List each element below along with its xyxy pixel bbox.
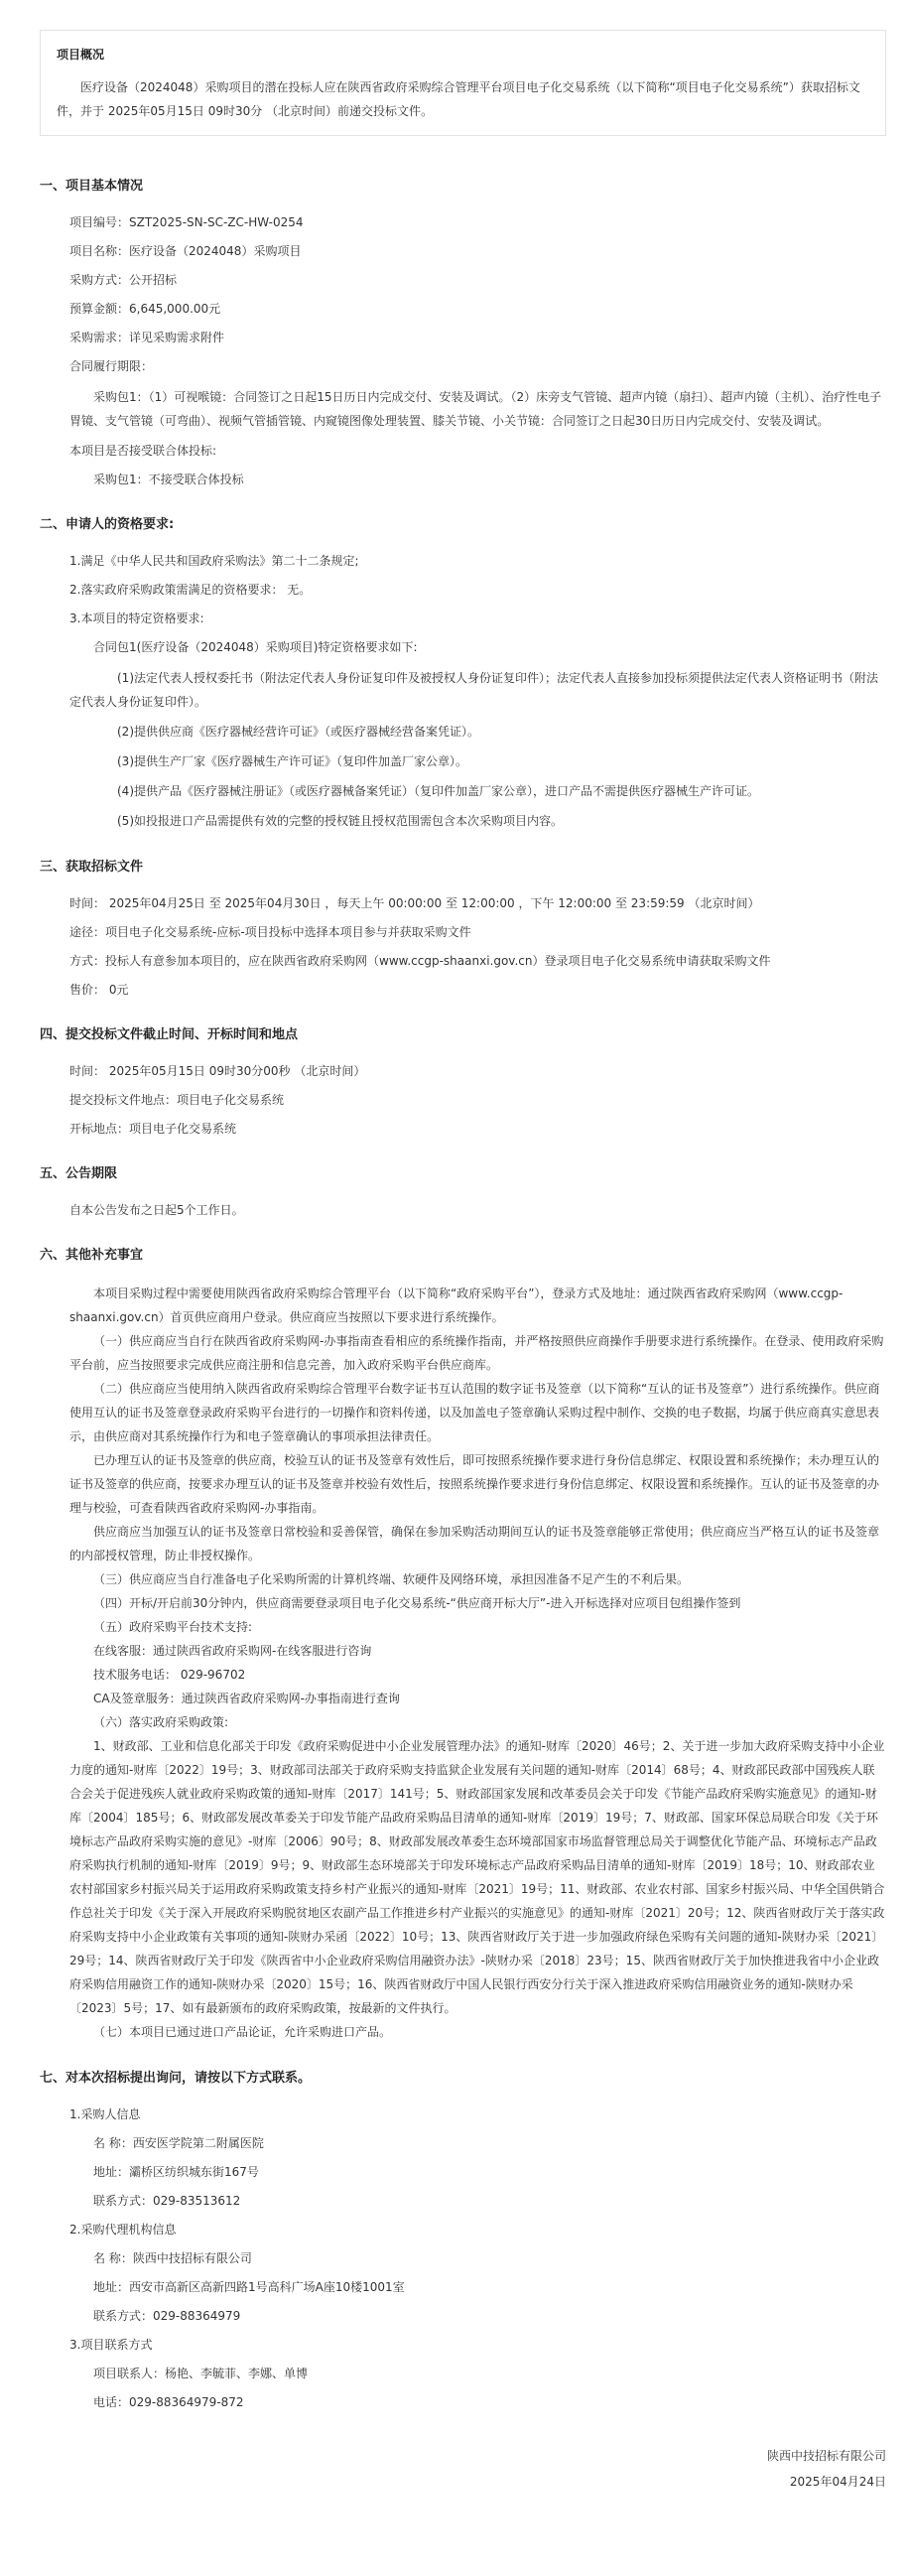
section-title: 六、其他补充事宜 bbox=[40, 1248, 144, 1263]
obtain-channel: 途径：项目电子化交易系统-应标-项目投标中选择本项目参与并获取采购文件 bbox=[69, 925, 471, 939]
notice-period-text: 自本公告发布之日起5个工作日。 bbox=[69, 1203, 244, 1217]
supplement-paragraph: 已办理互认的证书及签章的供应商，校验互认的证书及签章有效性后，即可按照系统操作要求进行身份信息绑定、权限设置和系统操作；未办理互认的证书及签章的供应商，按要求办理互认的证书及签章并校验有效性后，按照系统操作要求进行身份信息绑定、权限设置和系统操作。互认的证书及签章的办理与校验，可查看陕西省政府采购网-办事指南。 bbox=[69, 1453, 880, 1515]
agent-name: 名 称：陕西中技招标有限公司 bbox=[93, 2251, 252, 2265]
section-qualifications bbox=[40, 514, 886, 833]
obtain-time: 时间： 2025年04月25日 至 2025年04月30日 ，每天上午 00:00:00 至 12:00:00 ，下午 12:00:00 至 23:59:59 （北京时间） bbox=[69, 896, 760, 910]
project-contacts: 项目联系人：杨艳、李毓菲、李娜、单博 bbox=[93, 2367, 309, 2380]
consortium-label: 本项目是否接受联合体投标: bbox=[69, 444, 217, 458]
supplement-paragraph: 本项目采购过程中需要使用陕西省政府采购综合管理平台（以下简称“政府采购平台”），登录方式及地址：通过陕西省政府采购网（www.ccgp-shaanxi.gov.cn）首页供应商用户登录。供应商应当按照以下要求进行系统操作。 bbox=[69, 1287, 844, 1324]
requirement-item: (1)法定代表人授权委托书（附法定代表人身份证复印件及被授权人身份证复印件）；法定代表人直接参加投标须提供法定代表人资格证明书（附法定代表人身份证复印件）。 bbox=[69, 671, 879, 709]
buyer-heading: 1.采购人信息 bbox=[69, 2107, 141, 2121]
project-number: 项目编号：SZT2025-SN-SC-ZC-HW-0254 bbox=[69, 215, 304, 229]
consortium-value: 采购包1：不接受联合体投标 bbox=[93, 473, 244, 486]
contract-period-text: 采购包1：（1）可视喉镜：合同签订之日起15日历日内完成交付、安装及调试。（2）床旁支气管镜、超声内镜（扇扫）、超声内镜（主机）、治疗性电子胃镜、支气管镜（可弯曲）、视频气管插管镜、内窥镜图像处理装置、膝关节镜、小关节镜：合同签订之日起30日历日内完成交付、安装及调试。 bbox=[69, 390, 882, 428]
policy-heading: （六）落实政府采购政策: bbox=[93, 1715, 229, 1729]
supplement-paragraph: （一）供应商应当自行在陕西省政府采购网-办事指南查看相应的系统操作指南，并严格按照供应商操作手册要求进行系统操作。在登录、使用政府采购平台前，应当按照要求完成供应商注册和信息完善，加入政府采购平台供应商库。 bbox=[69, 1334, 884, 1372]
supplement-paragraph: 供应商应当加强互认的证书及签章日常校验和妥善保管，确保在参加采购活动期间互认的证书及签章能够正常使用；供应商应当严格互认的证书及签章的内部授权管理，防止非授权操作。 bbox=[69, 1525, 880, 1562]
document-price: 售价： 0元 bbox=[69, 983, 129, 997]
qualification-item: 1.满足《中华人民共和国政府采购法》第二十二条规定; bbox=[69, 554, 359, 568]
overview-title: 项目概况 bbox=[57, 48, 105, 62]
package-requirement-heading: 合同包1(医疗设备（2024048）采购项目)特定资格要求如下: bbox=[93, 640, 418, 654]
ca-service: CA及签章服务：通过陕西省政府采购网-办事指南进行查询 bbox=[93, 1692, 400, 1705]
section-title: 四、提交投标文件截止时间、开标时间和地点 bbox=[40, 1027, 299, 1042]
buyer-phone: 联系方式：029-83513612 bbox=[93, 2194, 241, 2208]
requirement-item: (4)提供产品《医疗器械注册证》（或医疗器械备案凭证）（复印件加盖厂家公章），进口产品不需提供医疗器械生产许可证。 bbox=[117, 784, 760, 798]
supplement-paragraph: （四）开标/开启前30分钟内，供应商需要登录项目电子化交易系统-“供应商开标大厅”-进入开标选择对应项目包组操作签到 bbox=[93, 1596, 741, 1610]
requirement-item: (2)提供供应商《医疗器械经营许可证》（或医疗器械经营备案凭证）。 bbox=[117, 725, 480, 739]
supplement-paragraph: （五）政府采购平台技术支持: bbox=[93, 1620, 253, 1634]
footer-org: 陕西中技招标有限公司 bbox=[766, 2449, 886, 2463]
online-service: 在线客服：通过陕西省政府采购网-在线客服进行咨询 bbox=[93, 1644, 372, 1658]
project-name: 项目名称：医疗设备（2024048）采购项目 bbox=[69, 244, 302, 258]
section-deadline bbox=[40, 1024, 886, 1140]
section-obtain-documents bbox=[40, 857, 886, 1001]
section-title: 二、申请人的资格要求: bbox=[40, 517, 175, 532]
project-overview-box bbox=[40, 30, 886, 136]
supplement-paragraph: （三）供应商应当自行准备电子化采购所需的计算机终端、软硬件及网络环境，承担因准备不足产生的不利后果。 bbox=[93, 1572, 690, 1586]
opening-location: 开标地点：项目电子化交易系统 bbox=[69, 1122, 237, 1136]
obtain-method: 方式：投标人有意参加本项目的，应在陕西省政府采购网（www.ccgp-shaanxi.gov.cn）登录项目电子化交易系统申请获取采购文件 bbox=[69, 954, 771, 968]
procurement-method: 采购方式：公开招标 bbox=[69, 273, 178, 287]
section-contact bbox=[40, 2068, 886, 2413]
buyer-address: 地址：灞桥区纺织城东街167号 bbox=[93, 2165, 259, 2179]
policy-list: 1、财政部、工业和信息化部关于印发《政府采购促进中小企业发展管理办法》的通知-财库〔2020〕46号；2、关于进一步加大政府采购支持中小企业力度的通知-财库〔2022〕19号；3、财政部司法部关于政府采购支持监狱企业发展有关问题的通知-财库〔2014〕68号；4、财政部民政部中国残疾人联合会关于促进残疾人就业政府采购政策的通知-财库〔2017〕141号；5、财政部国家发展和改革委员会关于印发《节能产品政府采购实施意见》的通知-财库〔2004〕185号；6、财政部发展改革委关于印发节能产品政府采购品目清单的通知-财库〔2019〕19号；7、财政部、国家环保总局联合印发《关于环境标志产品政府采购实施的意见》-财库〔2006〕90号；8、财政部发展改革委生态环境部国家市场监督管理总局关于调整优化节能产品、环境标志产品政府采购执行机制的通知-财库〔2019〕9号；9、财政部生态环境部关于印发环境标志产品政府采购品目清单的通知-财库〔2019〕18号；10、财政部农业农村部国家乡村振兴局关于运用政府采购政策支持乡村产业振兴的通知-财库〔2021〕19号；11、财政部、农业农村部、国家乡村振兴局、中华全国供销合作总社关于印发《关于深入开展政府采购脱贫地区农副产品工作推进乡村产业振兴的实施意见》的通知-财库〔2021〕20号；12、陕西省财政厅关于落实政府采购支持中小企业政策有关事项的通知-陕财办采函〔2022〕10号；13、陕西省财政厅关于进一步加强政府绿色采购有关问题的通知-陕财办采〔2021〕29号；14、陕西省财政厅关于印发《陕西省中小企业政府采购信用融资办法》-陕财办采〔2018〕23号；15、陕西省财政厅关于加快推进我省中小企业政府采购信用融资工作的通知-陕财办采〔2020〕15号；16、陕西省财政厅中国人民银行西安分行关于深入推进政府采购信用融资业务的通知-陕财办采〔2023〕5号；17、如有最新颁布的政府采购政策，按最新的文件执行。 bbox=[69, 1739, 885, 2015]
tech-phone: 技术服务电话： 029-96702 bbox=[93, 1668, 246, 1682]
section-title: 五、公告期限 bbox=[40, 1166, 118, 1181]
contract-period-label: 合同履行期限： bbox=[69, 359, 154, 373]
qualification-item: 2.落实政府采购政策需满足的资格要求： 无。 bbox=[69, 583, 312, 597]
qualification-item: 3.本项目的特定资格要求: bbox=[69, 611, 204, 625]
submission-location: 提交投标文件地点：项目电子化交易系统 bbox=[69, 1093, 285, 1107]
requirement-item: (5)如投报进口产品需提供有效的完整的授权链且授权范围需包含本次采购项目内容。 bbox=[117, 814, 564, 828]
contact-heading: 3.项目联系方式 bbox=[69, 2338, 153, 2352]
section-title: 一、项目基本情况 bbox=[40, 179, 144, 194]
overview-text: 医疗设备（2024048）采购项目的潜在投标人应在陕西省政府采购综合管理平台项目电子化交易系统（以下简称“项目电子化交易系统”）获取招标文件，并于 2025年05月15日 09时30分 （北京时间）前递交投标文件。 bbox=[57, 80, 860, 118]
buyer-name: 名 称：西安医学院第二附属医院 bbox=[93, 2136, 264, 2150]
deadline-time: 时间： 2025年05月15日 09时30分00秒 （北京时间） bbox=[69, 1064, 366, 1078]
section-supplementary bbox=[40, 1245, 886, 2044]
budget-amount: 预算金额：6,645,000.00元 bbox=[69, 302, 221, 316]
agent-address: 地址：西安市高新区高新四路1号高科广场A座10楼1001室 bbox=[93, 2280, 405, 2294]
agent-phone: 联系方式：029-88364979 bbox=[93, 2309, 241, 2323]
section-title: 三、获取招标文件 bbox=[40, 860, 144, 875]
procurement-requirement: 采购需求：详见采购需求附件 bbox=[69, 331, 225, 344]
supplement-paragraph: （二）供应商应当使用纳入陕西省政府采购综合管理平台数字证书互认范围的数字证书及签章（以下简称“互认的证书及签章”）进行系统操作。供应商使用互认的证书及签章登录政府采购平台进行的一切操作和资料传递，以及加盖电子签章确认采购过程中制作、交换的电子数据，均属于供应商真实意思表示，由供应商对其系统操作行为和电子签章确认的事项承担法律责任。 bbox=[69, 1382, 880, 1443]
section-notice-period bbox=[40, 1163, 886, 1221]
agent-heading: 2.采购代理机构信息 bbox=[69, 2223, 177, 2237]
project-phone: 电话：029-88364979-872 bbox=[93, 2395, 244, 2409]
import-note: （七）本项目已通过进口产品论证，允许采购进口产品。 bbox=[93, 2025, 392, 2039]
section-basic-info bbox=[40, 176, 886, 490]
signature-block bbox=[40, 2443, 886, 2495]
footer-date: 2025年04月24日 bbox=[789, 2475, 886, 2489]
section-title: 七、对本次招标提出询问，请按以下方式联系。 bbox=[40, 2071, 312, 2086]
requirement-item: (3)提供生产厂家《医疗器械生产许可证》（复印件加盖厂家公章）。 bbox=[117, 754, 468, 768]
